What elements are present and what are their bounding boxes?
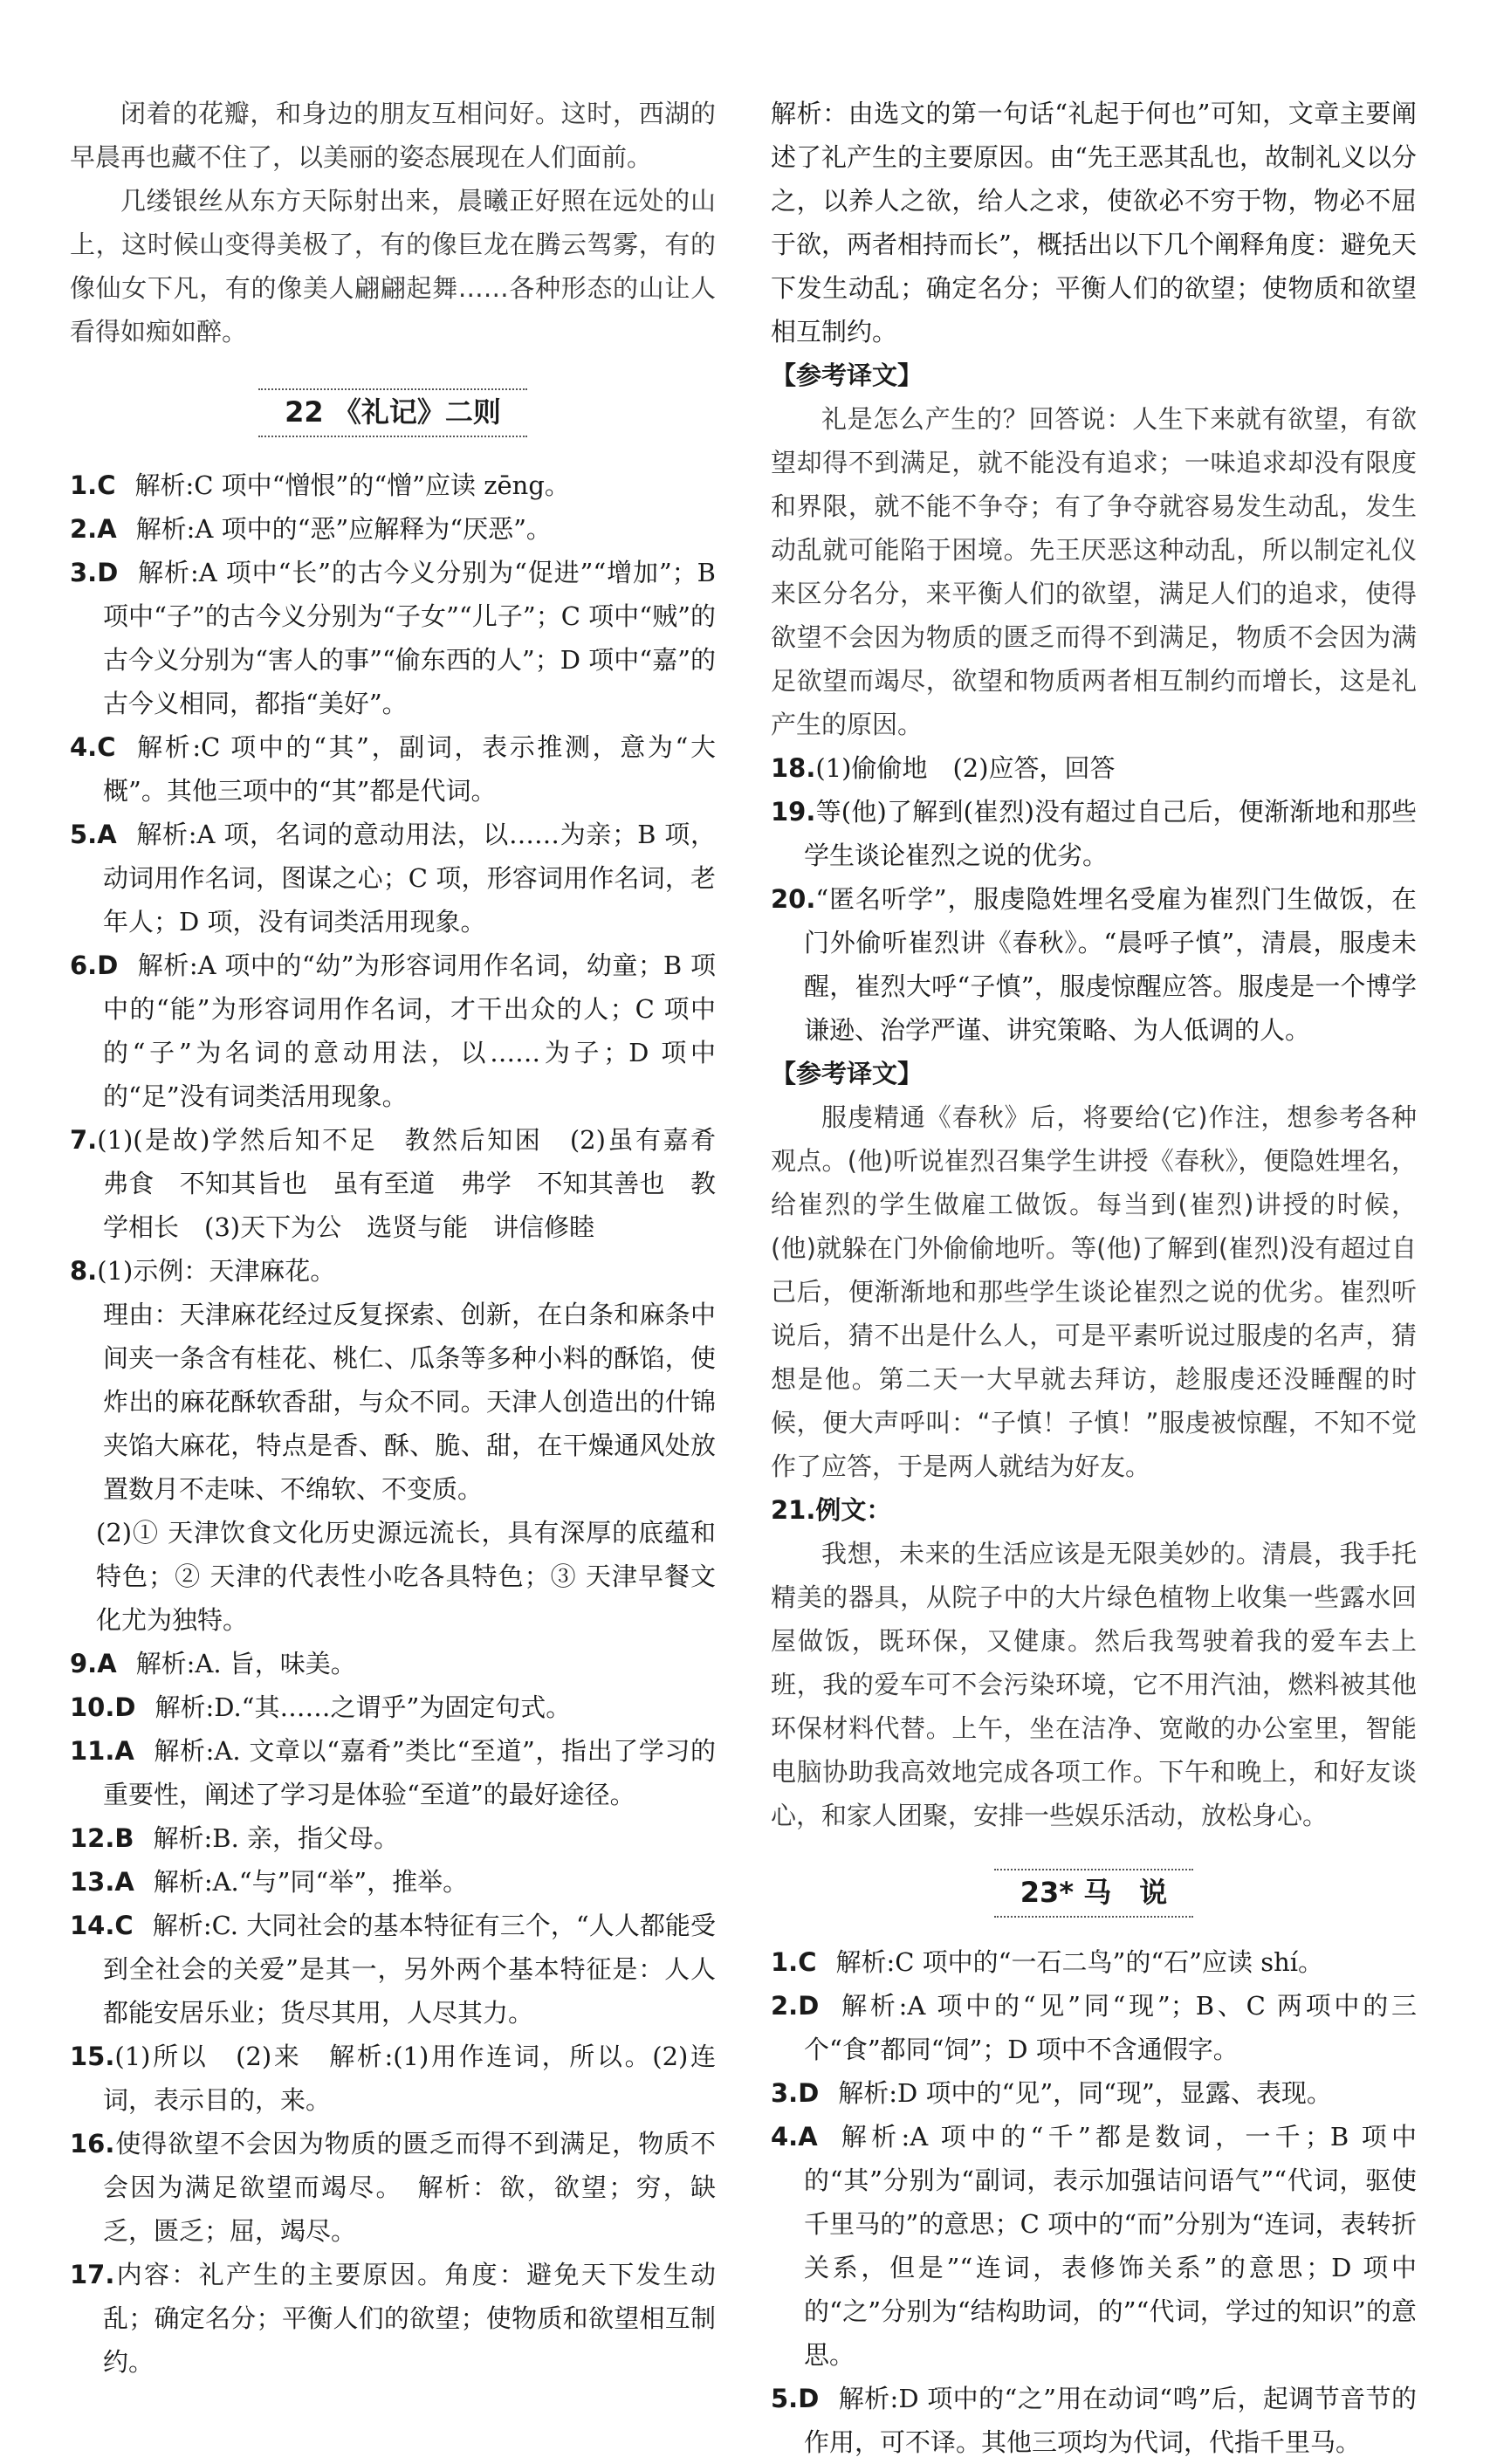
item-answer: D	[798, 2078, 820, 2108]
item-text: 解析:A 项中的“恶”应解释为“厌恶”。	[135, 514, 552, 544]
item-answer: C	[97, 470, 116, 500]
item-number: 6.	[70, 951, 98, 980]
item-number: 2.	[70, 514, 98, 544]
item-number: 2.	[771, 1991, 799, 2021]
reference-translation-label: 【参考译文】	[771, 360, 924, 390]
section-title-22	[70, 388, 716, 437]
list-item	[70, 2035, 716, 2122]
list-item	[70, 507, 716, 551]
intro-paragraph: 几缕银丝从东方天际射出来，晨曦正好照在远处的山上，这时候山变得美极了，有的像巨龙在腾云驾雾，有的像仙女下凡，有的像美人翩翩起舞……各种形态的山让人看得如痴如醉。	[70, 186, 716, 347]
list-item	[70, 1118, 742, 1249]
item-text: 解析:D 项中的“之”用在动词“鸣”后，起调节音节的作用，可不译。其他三项均为代词，代指千里马。	[804, 2384, 1417, 2457]
item-answer: D	[798, 2384, 820, 2413]
item-text: 解析:D.“其……之谓乎”为固定句式。	[154, 1692, 572, 1722]
item-answer: A	[114, 1867, 134, 1897]
item-number: 20.	[771, 884, 816, 914]
item-answer: A	[114, 1736, 134, 1766]
list-item	[70, 1642, 716, 1685]
list-item	[771, 1984, 1417, 2071]
item-text: “匿名听学”，服虔隐姓埋名受雇为崔烈门生做饭，在门外偷听崔烈讲《春秋》。“晨呼子慎”，清晨，服虔未醒，崔烈大呼“子慎”，服虔惊醒应答。服虔是一个博学谦逊、治学严谨、讲究策略、为人低调的人。	[804, 884, 1417, 1045]
list-item	[70, 725, 716, 813]
item8-reason: 理由：天津麻花经过反复探索、创新，在白条和麻条中间夹一条含有桂花、桃仁、瓜条等多种小料的酥馅，使炸出的麻花酥软香甜，与众不同。天津人创造出的什锦夹馅大麻花，特点是香、酥、脆、甜，在干燥通风处放置数月不走味、不绵软、不变质。	[103, 1300, 716, 1504]
item-number: 18.	[771, 753, 816, 783]
list-item	[771, 1940, 1417, 1984]
item-number: 7.	[70, 1125, 98, 1155]
list-item	[70, 2253, 716, 2384]
item-number: 13.	[70, 1867, 115, 1897]
item-answer: D	[97, 558, 119, 587]
item-text: 使得欲望不会因为物质的匮乏而得不到满足，物质不会因为满足欲望而竭尽。 解析：欲，欲望；穷，缺乏，匮乏；屈，竭尽。	[103, 2129, 716, 2246]
item-text: 解析:A. 文章以“嘉肴”类比“至道”，指出了学习的重要性，阐述了学习是体验“至道”的最好途径。	[103, 1736, 716, 1809]
right-column	[771, 92, 1417, 2464]
item-answer: A	[97, 514, 117, 544]
list-item	[70, 463, 716, 507]
item-text: 解析:A 项，名词的意动用法，以……为亲；B 项，动词用作名词，图谋之心；C 项，形容词用作名词，老年人；D 项，没有词类活用现象。	[103, 820, 716, 937]
reference-translation-label: 【参考译文】	[771, 1059, 924, 1088]
item-number: 16.	[70, 2129, 115, 2159]
item-number: 3.	[771, 2078, 799, 2108]
list-item	[70, 1860, 716, 1904]
item-text: 解析:C. 大同社会的基本特征有三个，“人人都能受到全社会的关爱”是其一，另外两个基本特征是：人人都能安居乐业；货尽其用，人尽其力。	[103, 1911, 716, 2028]
section-title-23	[771, 1869, 1417, 1918]
intro-paragraph: 闭着的花瓣，和身边的朋友互相问好。这时，西湖的早晨再也藏不住了，以美丽的姿态展现在人们面前。	[70, 99, 716, 172]
item-number: 21.	[771, 1495, 816, 1525]
answer-list	[70, 463, 742, 1293]
list-item	[70, 944, 716, 1118]
item-number: 1.	[70, 470, 98, 500]
item-number: 19.	[771, 797, 816, 827]
list-item	[70, 1685, 716, 1729]
item-text: 解析:D 项中的“见”，同“现”，显露、表现。	[838, 2078, 1332, 2108]
item-number: 4.	[771, 2122, 799, 2152]
item-answer: C	[97, 732, 116, 762]
item-text: 解析:C 项中的“其”，副词，表示推测，意为“大概”。其他三项中的“其”都是代词。	[103, 732, 716, 806]
list-item	[70, 2122, 716, 2253]
left-column	[70, 92, 742, 2384]
item-number: 8.	[70, 1256, 98, 1286]
item-number: 14.	[70, 1911, 115, 1940]
item-text: 内容：礼产生的主要原因。角度：避免天下发生动乱；确定名分；平衡人们的欲望；使物质和欲望相互制约。	[103, 2260, 716, 2377]
list-item	[771, 790, 1417, 877]
list-item	[70, 1729, 716, 1816]
list-item	[70, 1816, 716, 1860]
item-text: (1)(是故)学然后知不足 教然后知困 (2)虽有嘉肴 弗食 不知其旨也 虽有至道 弗学 不知其善也 教学相长 (3)天下为公 选贤与能 讲信修睦	[97, 1125, 742, 1242]
item-text: 解析:A 项中的“千”都是数词，一千；B 项中的“其”分别为“副词，表示加强诘问语气”“代词，驱使千里马的”的意思；C 项中的“而”分别为“连词，表转折关系，但是”“连词，表修饰关系”的意思；D 项中的“之”分别为“结构助词，的”“代词，学过的知识”的意思。	[804, 2122, 1417, 2370]
item-text: 解析:A. 旨，味美。	[135, 1649, 356, 1678]
list-item	[771, 746, 1417, 790]
item-text: 解析:C 项中“憎恨”的“憎”应读 zēng。	[134, 470, 570, 500]
list-item	[70, 1249, 716, 1293]
section-title-text: 23* 马 说	[994, 1869, 1193, 1918]
list-item	[771, 2377, 1417, 2464]
list-item	[771, 2071, 1417, 2115]
item8-part2: (2)① 天津饮食文化历史源远流长，具有深厚的底蕴和特色；② 天津的代表性小吃各具特色；③ 天津早餐文化尤为独特。	[96, 1518, 716, 1635]
item-answer: C	[114, 1911, 134, 1940]
item-number: 5.	[771, 2384, 799, 2413]
item-answer: A	[97, 1649, 117, 1678]
item-number: 17.	[70, 2260, 115, 2289]
list-item	[70, 551, 716, 725]
reference-translation-text: 服虔精通《春秋》后，将要给(它)作注，想参考各种观点。(他)听说崔烈召集学生讲授《春秋》，便隐姓埋名，给崔烈的学生做雇工做饭。每当到(崔烈)讲授的时候，(他)就躲在门外偷偷地听。等(他)了解到(崔烈)没有超过自己后，便渐渐地和那些学生谈论崔烈之说的优劣。崔烈听说后，猜不出是什么人，可是平素听说过服虔的名声，猜想是他。第二天一大早就去拜访，趁服虔还没睡醒的时候，便大声呼叫：“子慎！子慎！”服虔被惊醒，不知不觉作了应答，于是两人就结为好友。	[771, 1102, 1417, 1481]
item-label: 例文：	[815, 1495, 892, 1525]
answer-list	[771, 1940, 1417, 2464]
item-number: 15.	[70, 2042, 115, 2071]
item-number: 5.	[70, 820, 98, 849]
list-item	[70, 813, 716, 944]
item-answer: D	[97, 951, 119, 980]
item-text: 解析:A 项中的“幼”为形容词用作名词，幼童；B 项中的“能”为形容词用作名词，才干出众的人；C 项中的“子”为名词的意动用法，以……为子；D 项中的“足”没有词类活用现象。	[103, 951, 716, 1111]
list-item	[771, 2115, 1417, 2377]
item-number: 12.	[70, 1823, 115, 1853]
answer-list	[771, 746, 1417, 1052]
list-item	[771, 1488, 1417, 1532]
item-text: 解析:A 项中的“见”同“现”；B、C 两项中的三个“食”都同“饲”；D 项中不含通假字。	[804, 1991, 1417, 2064]
analysis-17: 解析：由选文的第一句话“礼起于何也”可知，文章主要阐述了礼产生的主要原因。由“先王恶其乱也，故制礼义以分之，以养人之欲，给人之求，使欲必不穷于物，物必不屈于欲，两者相持而长”，概括出以下几个阐释角度：避免天下发生动乱；确定名分；平衡人们的欲望；使物质和欲望相互制约。	[771, 99, 1417, 347]
item-number: 10.	[70, 1692, 115, 1722]
item-number: 11.	[70, 1736, 115, 1766]
section-title-text: 22 《礼记》二则	[258, 388, 527, 437]
item-text: (1)所以 (2)来 解析:(1)用作连词，所以。(2)连词，表示目的，来。	[103, 2042, 716, 2115]
item-text: 解析:A.“与”同“举”，推举。	[153, 1867, 469, 1897]
item-number: 9.	[70, 1649, 98, 1678]
item-text: 解析:C 项中的“一石二鸟”的“石”应读 shí。	[835, 1947, 1324, 1977]
answer-list	[70, 1642, 716, 2384]
item-number: 4.	[70, 732, 98, 762]
item-number: 1.	[771, 1947, 799, 1977]
item-answer: A	[798, 2122, 818, 2152]
sample-essay: 我想，未来的生活应该是无限美妙的。清晨，我手托精美的器具，从院子中的大片绿色植物上收集一些露水回屋做饭，既环保，又健康。然后我驾驶着我的爱车去上班，我的爱车可不会污染环境，它不用汽油，燃料被其他环保材料代替。上午，坐在洁净、宽敞的办公室里，智能电脑协助我高效地完成各项工作。下午和晚上，和好友谈心，和家人团聚，安排一些娱乐活动，放松身心。	[771, 1539, 1417, 1830]
item-text: 解析:B. 亲，指父母。	[153, 1823, 400, 1853]
list-item	[771, 877, 1417, 1052]
item-text: (1)偷偷地 (2)应答，回答	[815, 753, 1116, 783]
item-text: 解析:A 项中“长”的古今义分别为“促进”“增加”；B 项中“子”的古今义分别为“子女”“儿子”；C 项中“贼”的古今义分别为“害人的事”“偷东西的人”；D 项中“嘉”的古今义相同，都指“美好”。	[103, 558, 716, 718]
item-text: (1)示例：天津麻花。	[97, 1256, 336, 1286]
item-answer: D	[114, 1692, 136, 1722]
reference-translation-text: 礼是怎么产生的？回答说：人生下来就有欲望，有欲望却得不到满足，就不能没有追求；一味追求却没有限度和界限，就不能不争夺；有了争夺就容易发生动乱，发生动乱就可能陷于困境。先王厌恶这种动乱，所以制定礼仪来区分名分，来平衡人们的欲望，满足人们的追求，使得欲望不会因为物质的匮乏而得不到满足，物质不会因为满足欲望而竭尽，欲望和物质两者相互制约而增长，这是礼产生的原因。	[771, 404, 1417, 739]
item-text: 等(他)了解到(崔烈)没有超过自己后，便渐渐地和那些学生谈论崔烈之说的优劣。	[804, 797, 1417, 870]
item-answer: C	[798, 1947, 817, 1977]
item-answer: B	[114, 1823, 134, 1853]
item-answer: D	[798, 1991, 820, 2021]
item-number: 3.	[70, 558, 98, 587]
list-item	[70, 1904, 716, 2035]
item-answer: A	[97, 820, 117, 849]
